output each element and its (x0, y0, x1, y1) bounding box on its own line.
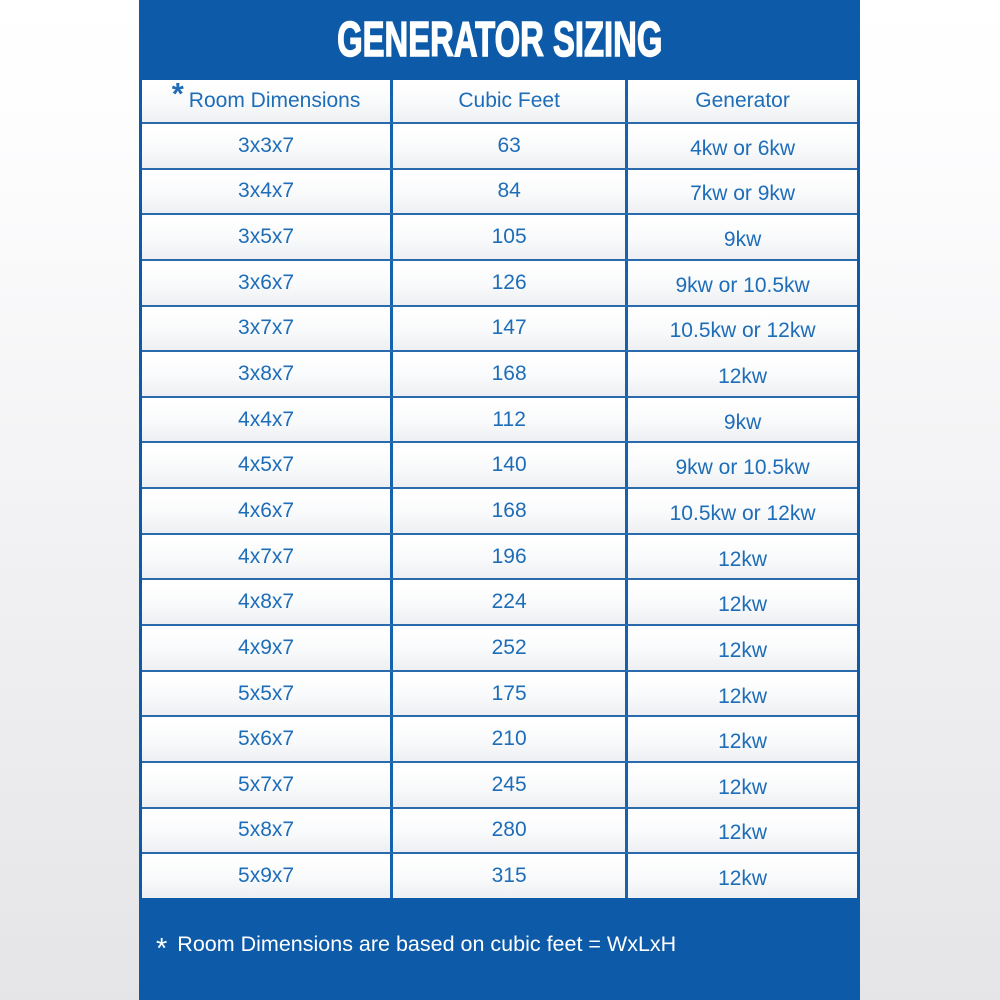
table-row (142, 259, 857, 305)
room-dimensions-cell: 4x9x7 (142, 626, 390, 670)
header-cubic-feet (390, 80, 628, 122)
room-dimensions-cell: 4x8x7 (142, 580, 390, 624)
room-dimensions-cell: 3x5x7 (142, 215, 390, 259)
asterisk-mark: * (156, 932, 168, 965)
footer-note-text: Room Dimensions are based on cubic feet = WxLxH (177, 931, 677, 956)
table-row (142, 578, 857, 624)
room-dimensions-cell: 5x7x7 (142, 763, 390, 807)
cubic-feet-cell: 175 (390, 672, 628, 716)
generator-cell: 12kw (628, 854, 857, 898)
table-row (142, 305, 857, 351)
room-dimensions-cell: 5x6x7 (142, 717, 390, 761)
header-generator-label: Generator (695, 89, 790, 112)
generator-cell: 4kw or 6kw (628, 124, 857, 168)
footer-note (139, 898, 860, 1000)
table-row (142, 624, 857, 670)
room-dimensions-cell: 3x3x7 (142, 124, 390, 168)
cubic-feet-cell: 315 (390, 854, 628, 898)
cubic-feet-cell: 105 (390, 215, 628, 259)
room-dimensions-cell: 4x6x7 (142, 489, 390, 533)
generator-cell: 12kw (628, 580, 857, 624)
table-body (142, 122, 857, 898)
generator-cell: 12kw (628, 717, 857, 761)
table-row (142, 852, 857, 898)
table-row (142, 533, 857, 579)
room-dimensions-cell: 4x7x7 (142, 535, 390, 579)
room-dimensions-cell: 3x4x7 (142, 170, 390, 214)
room-dimensions-cell: 5x5x7 (142, 672, 390, 716)
table-row (142, 168, 857, 214)
table-row (142, 396, 857, 442)
generator-sizing-table (142, 76, 857, 898)
cubic-feet-cell: 252 (390, 626, 628, 670)
title-band (139, 0, 860, 80)
generator-cell: 10.5kw or 12kw (628, 307, 857, 351)
generator-cell: 12kw (628, 626, 857, 670)
room-dimensions-cell: 5x9x7 (142, 854, 390, 898)
cubic-feet-cell: 147 (390, 307, 628, 351)
header-room-dimensions-label: Room Dimensions (188, 89, 361, 112)
table-row (142, 122, 857, 168)
table-row (142, 487, 857, 533)
cubic-feet-cell: 168 (390, 489, 628, 533)
table-row (142, 715, 857, 761)
table-row (142, 761, 857, 807)
generator-sizing-panel (139, 0, 860, 1000)
cubic-feet-cell: 245 (390, 763, 628, 807)
generator-cell: 12kw (628, 809, 857, 853)
header-generator (628, 80, 857, 122)
room-dimensions-cell: 4x4x7 (142, 398, 390, 442)
generator-cell: 9kw (628, 215, 857, 259)
generator-cell: 12kw (628, 352, 857, 396)
table-row (142, 213, 857, 259)
generator-cell: 12kw (628, 672, 857, 716)
generator-cell: 12kw (628, 763, 857, 807)
room-dimensions-cell: 3x7x7 (142, 307, 390, 351)
room-dimensions-cell: 3x6x7 (142, 261, 390, 305)
cubic-feet-cell: 224 (390, 580, 628, 624)
generator-cell: 9kw (628, 398, 857, 442)
generator-cell: 7kw or 9kw (628, 170, 857, 214)
table-row (142, 670, 857, 716)
header-room-dimensions (142, 76, 390, 122)
cubic-feet-cell: 63 (390, 124, 628, 168)
header-cubic-feet-label: Cubic Feet (458, 89, 560, 112)
asterisk-mark: * (171, 76, 184, 111)
cubic-feet-cell: 84 (390, 170, 628, 214)
table-row (142, 350, 857, 396)
cubic-feet-cell: 140 (390, 443, 628, 487)
room-dimensions-cell: 4x5x7 (142, 443, 390, 487)
cubic-feet-cell: 210 (390, 717, 628, 761)
table-row (142, 807, 857, 853)
page-title: GENERATOR SIZING (336, 13, 663, 67)
table-header-row (142, 76, 857, 122)
cubic-feet-cell: 196 (390, 535, 628, 579)
generator-cell: 9kw or 10.5kw (628, 443, 857, 487)
table-row (142, 441, 857, 487)
cubic-feet-cell: 112 (390, 398, 628, 442)
room-dimensions-cell: 3x8x7 (142, 352, 390, 396)
room-dimensions-cell: 5x8x7 (142, 809, 390, 853)
cubic-feet-cell: 126 (390, 261, 628, 305)
cubic-feet-cell: 168 (390, 352, 628, 396)
generator-cell: 12kw (628, 535, 857, 579)
cubic-feet-cell: 280 (390, 809, 628, 853)
generator-cell: 10.5kw or 12kw (628, 489, 857, 533)
generator-cell: 9kw or 10.5kw (628, 261, 857, 305)
